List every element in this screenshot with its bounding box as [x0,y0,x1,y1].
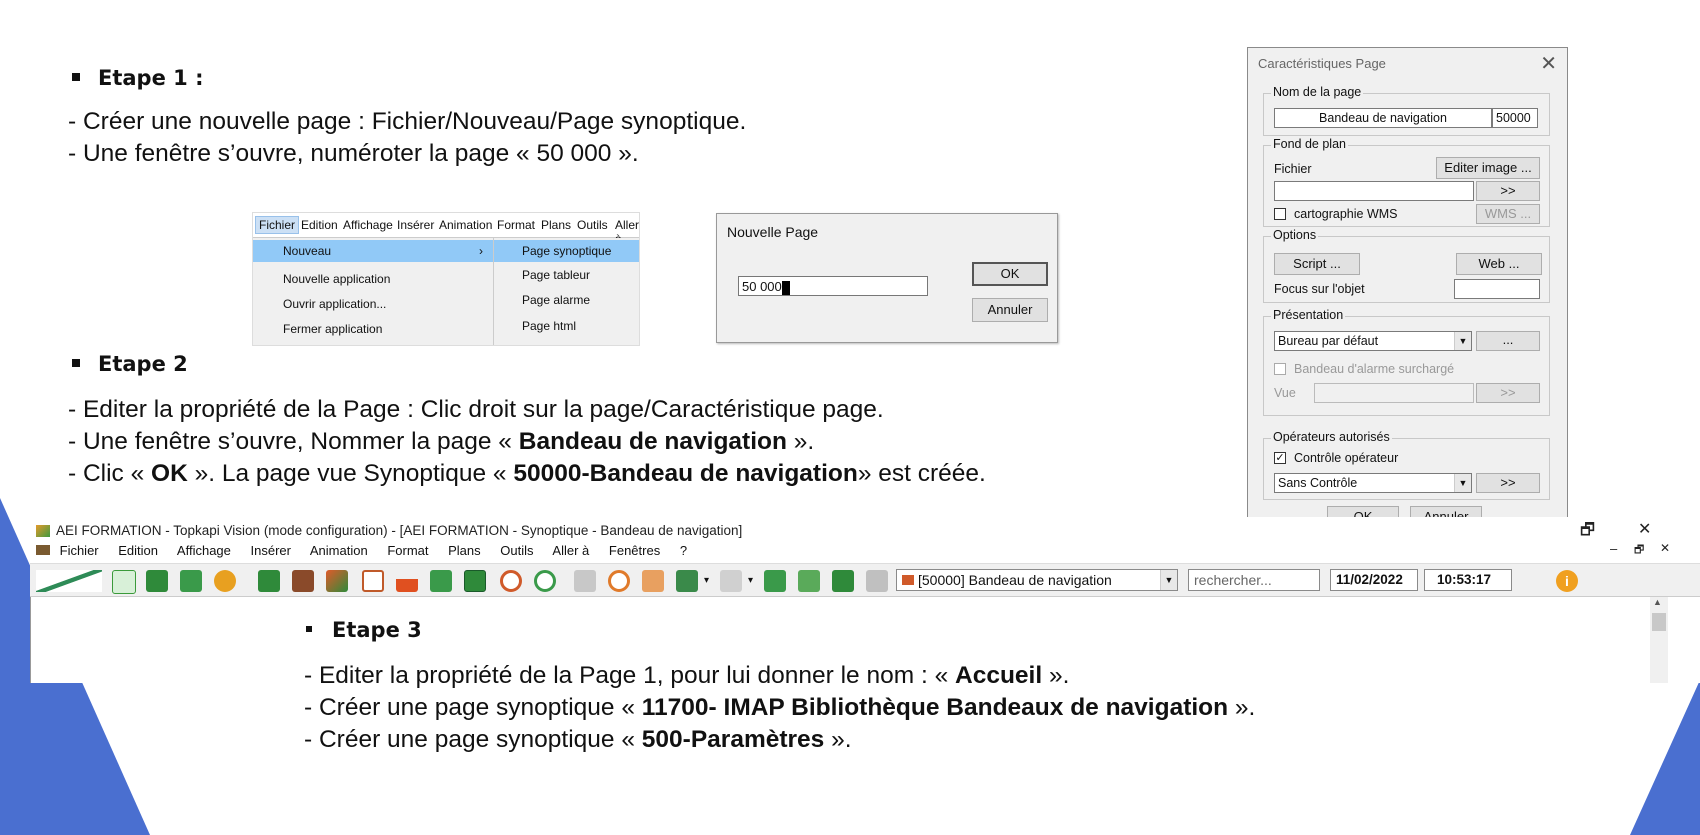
alarm-banner-checkbox[interactable] [1274,363,1286,375]
group-label: Nom de la page [1273,85,1362,99]
text-segment: ». [824,726,852,753]
export-icon[interactable] [430,570,452,592]
edit-image-button[interactable]: Editer image ... [1436,157,1540,179]
dropdown-arrow-icon[interactable]: ▾ [748,575,754,586]
menu-item-label: Page tableur [522,268,591,282]
pan-icon[interactable] [642,570,664,592]
step3-line2 [304,692,1255,724]
step2-line2 [68,426,814,458]
navigate-icon[interactable] [676,570,698,592]
menu-shot-inserer[interactable]: Insérer [397,218,435,232]
wms-label: cartographie WMS [1294,207,1398,221]
save-icon[interactable] [180,570,202,592]
submenu-item-page-synoptique[interactable] [494,240,640,262]
background-file-input[interactable] [1274,181,1474,201]
menu-shot-submenu [493,238,640,345]
menu-item-label: Page synoptique [522,244,612,258]
menu-animation[interactable]: Animation [309,543,368,558]
menu-shot-affichage[interactable]: Affichage [343,218,393,232]
bold-segment: 50000-Bandeau de navigation [513,460,858,487]
step3-heading [306,618,422,642]
menu-shot-aller[interactable]: Aller [615,218,640,232]
settings-gear-icon[interactable] [214,570,236,592]
page-number-input[interactable] [738,276,928,296]
child-close-icon[interactable]: ✕ [1660,541,1671,555]
menu-item-label: Ouvrir application... [283,297,387,311]
bullet-icon [306,626,312,632]
page-number-field[interactable]: 50000 [1492,108,1538,128]
menu-shot-outils[interactable]: Outils [577,218,608,232]
bold-segment: 11700- IMAP Bibliothèque Bandeaux de navigation [641,694,1229,721]
controle-label: Contrôle opérateur [1294,451,1399,465]
step3-line1 [304,660,1069,692]
group-label: Présentation [1273,308,1344,322]
menu-item-label: Page html [522,319,577,333]
child-minimize-icon[interactable]: – [1610,541,1618,556]
fichier-label: Fichier [1274,162,1312,176]
select-value: Sans Contrôle [1278,476,1358,490]
menu-item-label: Nouvelle application [283,272,391,286]
open-folder-icon[interactable] [146,570,168,592]
input-value: 50 000 [742,279,782,294]
caracteristiques-page-dialog [1247,47,1568,537]
print-icon[interactable] [258,570,280,592]
text-segment: ». [786,428,815,455]
nouvelle-page-dialog [716,213,1058,343]
text-segment: ». [1228,694,1256,721]
web-button[interactable]: Web ... [1456,253,1542,275]
focus-label: Focus sur l'objet [1274,282,1365,296]
dropdown-arrow-icon[interactable]: ▾ [704,575,710,586]
step2-line1: - Editer la propriété de la Page : Clic droit sur la page/Caractéristique page. [68,396,884,423]
spreadsheet-icon[interactable] [464,570,486,592]
date-display: 11/02/2022 [1330,569,1418,591]
step1-line1: - Créer une nouvelle page : Fichier/Nouveau/Page synoptique. [68,108,747,135]
document-icon [36,545,50,555]
windows-icon[interactable] [832,570,854,592]
operator-control-select[interactable] [1274,473,1472,493]
menu-item-label: Page alarme [522,293,591,307]
info-icon[interactable]: i [1556,570,1578,592]
step3-title: Etape 3 [332,618,422,642]
child-restore-icon[interactable]: 🗗 [1634,544,1645,556]
page-name-input[interactable]: Bandeau de navigation [1274,108,1492,128]
presentation-more-button[interactable]: ... [1476,331,1540,351]
topkapi-app-window [30,517,1700,683]
operator-browse-button[interactable]: >> [1476,473,1540,493]
alarm-warning-icon[interactable] [396,570,418,592]
select-value: [50000] Bandeau de navigation [918,572,1112,588]
chevron-down-icon: ▼ [1160,570,1177,590]
vue-label: Vue [1274,386,1296,400]
menu-plans[interactable]: Plans [448,543,481,558]
zoom-icon[interactable] [608,570,630,592]
text-segment: » est créée. [857,460,986,487]
menu-fichier[interactable]: Fichier [59,543,99,558]
group-operateurs [1263,430,1550,500]
wms-button[interactable]: WMS ... [1476,204,1540,224]
bold-segment: 500-Paramètres [641,726,825,753]
search-input[interactable]: rechercher... [1188,569,1320,591]
presentation-select[interactable] [1274,331,1472,351]
submenu-item-page-tableur[interactable] [494,264,640,286]
menu-affichage[interactable]: Affichage [176,543,231,558]
globe-icon[interactable] [500,570,522,592]
back-icon[interactable] [720,570,742,592]
submenu-item-page-html[interactable] [494,315,640,337]
text-segment: - Une fenêtre s’ouvre, Nommer la page « [68,428,519,455]
focus-input[interactable] [1454,279,1540,299]
submenu-item-page-alarme[interactable] [494,289,640,311]
controle-checkbox[interactable]: ✓ [1275,452,1285,464]
step1-line2: - Une fenêtre s’ouvre, numéroter la page « 50 000 ». [68,140,639,167]
menu-fenetres[interactable]: Fenêtres [608,543,661,558]
bullet-icon [72,359,80,367]
bold-segment: Accueil [955,662,1043,689]
menu-outils[interactable]: Outils [500,543,534,558]
decor-triangle-right [1630,680,1700,835]
text-segment: - Créer une page synoptique « [304,694,642,721]
select-value: Bureau par défaut [1278,334,1379,348]
step2-heading [72,352,188,376]
menu-item-label: Nouveau [283,244,332,258]
window-title [36,523,742,538]
group-nom-page [1263,85,1550,136]
group-presentation [1263,308,1550,416]
browse-button[interactable]: >> [1476,181,1540,201]
text-segment: - Clic « [68,460,152,487]
download-icon[interactable] [798,570,820,592]
camera-icon[interactable] [292,570,314,592]
drawing-tool-icon[interactable] [574,570,596,592]
bold-segment: Bandeau de navigation [518,428,787,455]
shapes-icon[interactable] [326,570,348,592]
close-icon[interactable]: ✕ [1540,53,1557,75]
ok-button[interactable]: OK [972,262,1048,286]
users-icon[interactable] [866,570,888,592]
menu-item-nouveau[interactable] [253,240,493,262]
alarm-banner-label: Bandeau d'alarme surchargé [1294,362,1455,376]
wms-checkbox[interactable] [1274,208,1286,220]
menu-item-nouvelle-application[interactable] [253,268,493,290]
chevron-down-icon: ▼ [1454,332,1471,350]
menu-shot-edition[interactable]: Edition [301,218,338,232]
menu-item-label: Fermer application [283,322,383,336]
app-menubar [36,543,703,561]
menu-shot-bar [253,213,639,238]
menu-item-fermer-application[interactable] [253,318,493,340]
text-cursor [782,281,790,295]
menu-help[interactable]: ? [679,543,688,558]
menu-item-ouvrir-application[interactable] [253,293,493,315]
group-fond-plan [1263,137,1550,227]
text-segment: ». La page vue Synoptique « [187,460,514,487]
table-icon[interactable] [362,570,384,592]
vue-browse-button[interactable]: >> [1476,383,1540,403]
scroll-up-icon[interactable]: ▲ [1653,597,1662,607]
step2-line3 [68,458,986,490]
step3-line3 [304,724,852,756]
cancel-button[interactable]: Annuler [972,298,1048,322]
menu-shot-animation[interactable]: Animation [439,218,493,232]
bullet-icon [72,73,80,81]
time-display: 10:53:17 [1424,569,1512,591]
page-select[interactable] [896,569,1178,591]
menu-shot-format[interactable]: Format [497,218,536,232]
menu-inserer[interactable]: Insérer [250,543,291,558]
chevron-down-icon: ▼ [1454,474,1471,492]
window-title-text: AEI FORMATION - Topkapi Vision (mode configuration) - [AEI FORMATION - Synoptique - Bandeau de navigation] [56,523,743,538]
app-logo-icon [36,525,50,537]
step1-heading [72,66,203,90]
scroll-thumb[interactable] [1652,613,1666,631]
group-label: Opérateurs autorisés [1273,430,1390,444]
dialog-title: Nouvelle Page [727,224,819,240]
menu-format[interactable]: Format [387,543,429,558]
group-label: Options [1273,228,1317,242]
menu-shot-left-panel [253,238,493,345]
compass-icon[interactable] [534,570,556,592]
vertical-scrollbar[interactable] [1650,597,1668,683]
text-segment: - Créer une page synoptique « [304,726,642,753]
bold-segment: OK [151,460,188,487]
group-options [1263,228,1550,303]
group-label: Fond de plan [1273,137,1346,151]
dialog-title: Caractéristiques Page [1258,56,1386,71]
upload-icon[interactable] [764,570,786,592]
menu-aller-a[interactable]: Aller à [552,543,590,558]
step2-title: Etape 2 [98,352,188,376]
menu-screenshot [252,212,640,346]
home-icon[interactable] [36,570,102,592]
menu-shot-fichier[interactable]: Fichier [255,216,299,234]
submenu-arrow-icon: › [479,244,483,258]
menu-edition[interactable]: Edition [118,543,159,558]
text-segment: ». [1042,662,1070,689]
window-close-icon[interactable]: ✕ [1638,521,1652,538]
vue-input[interactable] [1314,383,1474,403]
app-toolbar [30,563,1700,597]
text-segment: - Editer la propriété de la Page 1, pour lui donner le nom : « [304,662,955,689]
page-icon [902,575,914,585]
script-button[interactable]: Script ... [1274,253,1360,275]
step1-title: Etape 1 : [98,66,204,90]
menu-shot-plans[interactable]: Plans [541,218,572,232]
window-restore-icon[interactable]: 🗗 [1580,522,1596,539]
new-page-icon[interactable] [112,570,136,594]
